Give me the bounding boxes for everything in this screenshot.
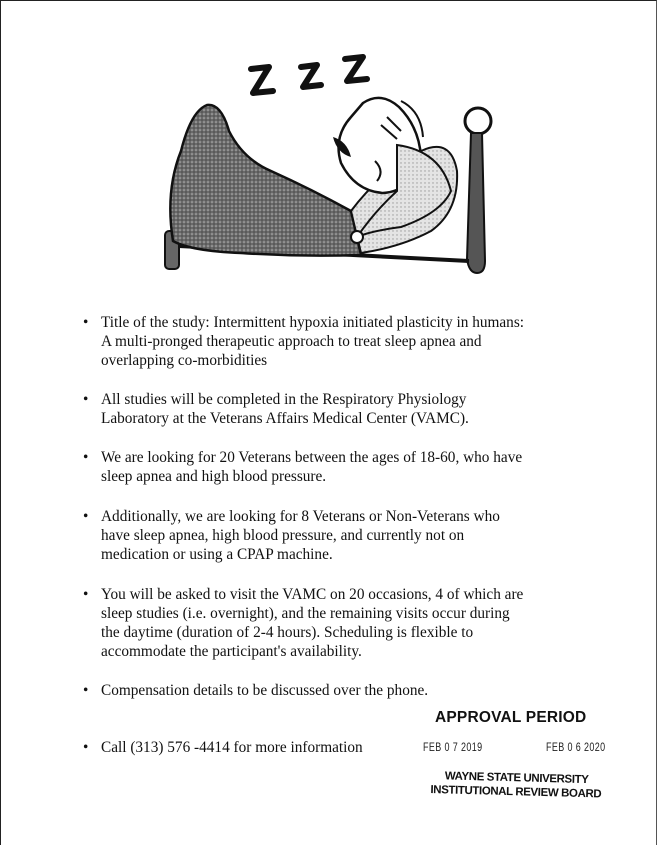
sleeping-man-in-bed-illustration bbox=[151, 41, 511, 281]
approval-end-date: FEB 0 6 2020 bbox=[546, 742, 606, 754]
approval-start-date: FEB 0 7 2019 bbox=[423, 742, 483, 754]
review-board-name: INSTITUTIONAL REVIEW BOARD bbox=[430, 783, 602, 801]
approval-period-title: APPROVAL PERIOD bbox=[435, 709, 587, 726]
bullet-icon: • bbox=[83, 391, 89, 408]
university-name: WAYNE STATE UNIVERSITY bbox=[444, 770, 589, 787]
blanket-icon bbox=[170, 105, 361, 256]
bullet-icon: • bbox=[83, 739, 89, 756]
snore-z-icon bbox=[251, 57, 367, 93]
bullet-icon: • bbox=[83, 586, 89, 603]
veterans-criteria-text: We are looking for 20 Veterans between the ages of 18-60, who have sleep apnea and high blood pressure. bbox=[101, 449, 523, 485]
contact-phone-text: Call (313) 576 -4414 for more information bbox=[101, 739, 363, 756]
study-title-text: Title of the study: Intermittent hypoxia initiated plasticity in humans: A multi-pronged therapeutic approach to treat sleep apnea and overlapping co-morbidities bbox=[101, 314, 525, 369]
bullet-icon: • bbox=[83, 508, 89, 525]
bullet-icon: • bbox=[83, 449, 89, 466]
study-location-text: All studies will be completed in the Respiratory Physiology Laboratory at the Veterans Affairs Medical Center (VAMC). bbox=[101, 391, 469, 427]
visits-text: You will be asked to visit the VAMC on 20 occasions, 4 of which are sleep studies (i.e. overnight), and the remaining visits occur during the daytime (duration of 2-4 hours). Scheduling is flexible to accommodate the participant's availability. bbox=[101, 586, 524, 660]
bullet-icon: • bbox=[83, 314, 89, 331]
irb-stamp bbox=[430, 769, 602, 801]
additional-criteria-text: Additionally, we are looking for 8 Veterans or Non-Veterans who have sleep apnea, high blood pressure, and currently not on medication or using a CPAP machine. bbox=[101, 508, 500, 563]
bullet-icon: • bbox=[83, 682, 89, 699]
compensation-text: Compensation details to be discussed over the phone. bbox=[101, 682, 429, 699]
